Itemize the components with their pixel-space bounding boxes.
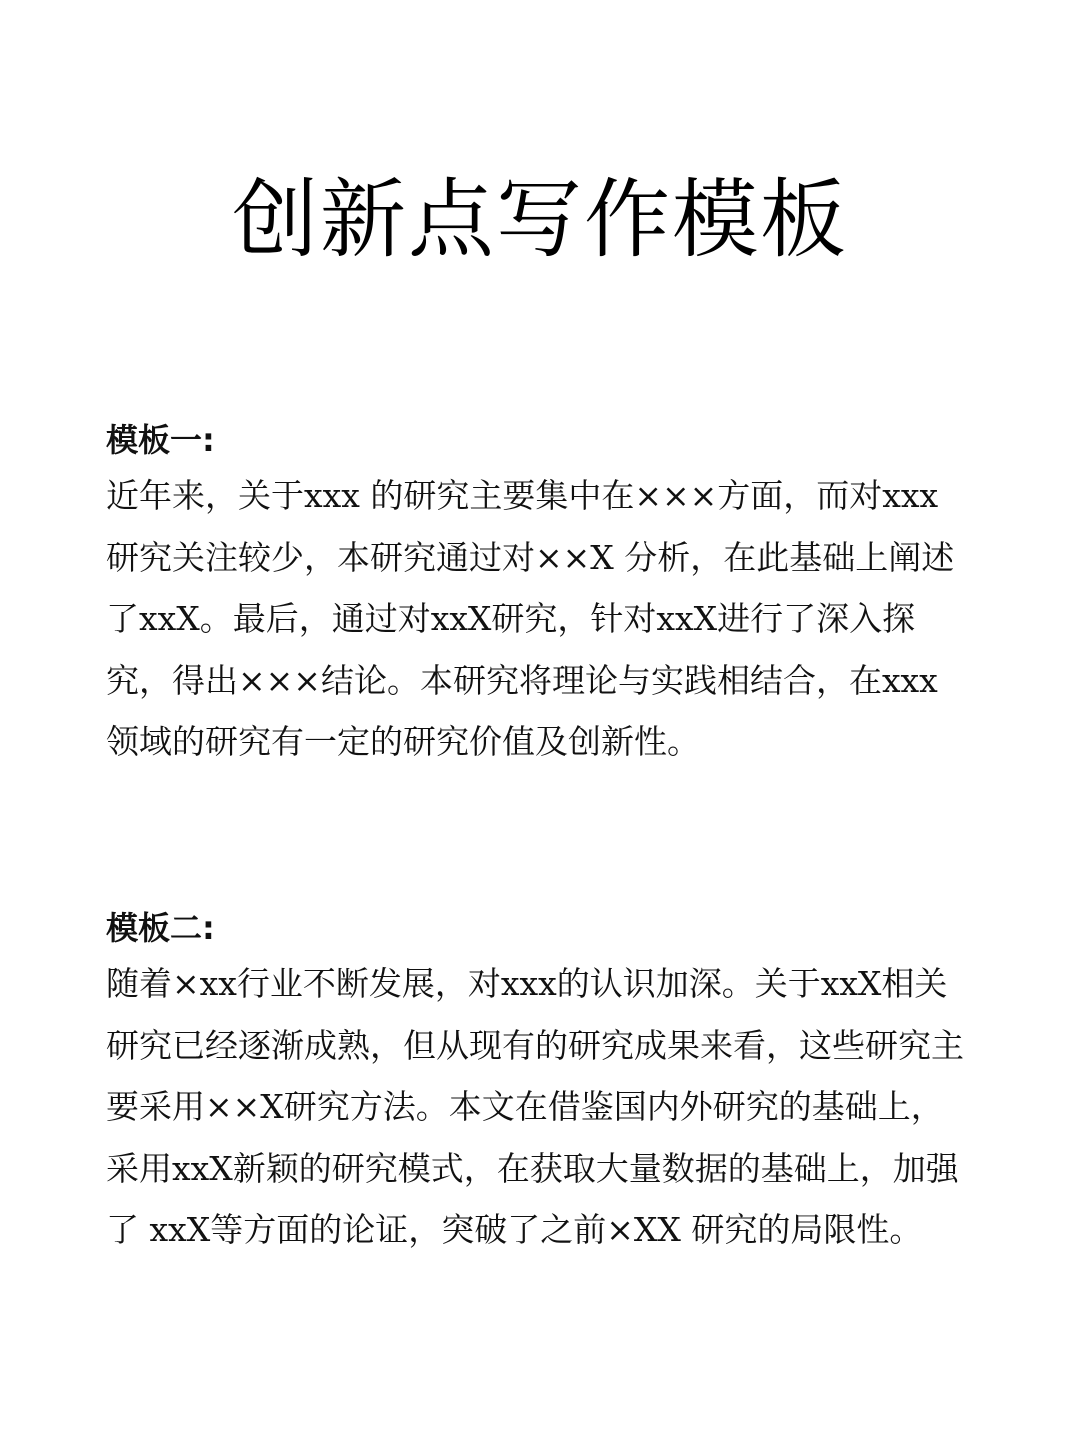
template-one-line: 了xxX。最后，通过对xxX研究，针对xxX进行了深入探 <box>106 599 916 639</box>
template-one-body <box>106 465 976 773</box>
template-two-line: 研究已经逐渐成熟，但从现有的研究成果来看，这些研究主 <box>106 1025 964 1065</box>
template-two-body <box>106 953 976 1261</box>
template-two-line: 随着×xx行业不断发展，对xxx的认识加深。关于xxX相关 <box>106 964 948 1003</box>
template-two-line: 了 xxX等方面的论证，突破了之前×XX 研究的局限性。 <box>106 1210 923 1250</box>
template-one-line: 近年来，关于xxx 的研究主要集中在×××方面，而对xxx <box>106 476 939 515</box>
template-one-line: 研究关注较少，本研究通过对××X 分析，在此基础上阐述 <box>106 537 955 577</box>
template-two-heading: 模板二: <box>106 909 215 947</box>
template-two-section <box>106 903 976 1261</box>
template-one-section <box>106 415 976 773</box>
template-one-line: 究，得出×××结论。本研究将理论与实践相结合，在xxx <box>106 660 938 700</box>
template-two-line: 采用xxX新颖的研究模式，在获取大量数据的基础上，加强 <box>106 1148 959 1188</box>
page-title: 创新点写作模板 <box>232 170 848 270</box>
template-one-heading: 模板一: <box>106 421 215 459</box>
template-two-line: 要采用××X研究方法。本文在借鉴国内外研究的基础上， <box>106 1087 944 1127</box>
template-one-line: 领域的研究有一定的研究价值及创新性。 <box>106 722 700 762</box>
